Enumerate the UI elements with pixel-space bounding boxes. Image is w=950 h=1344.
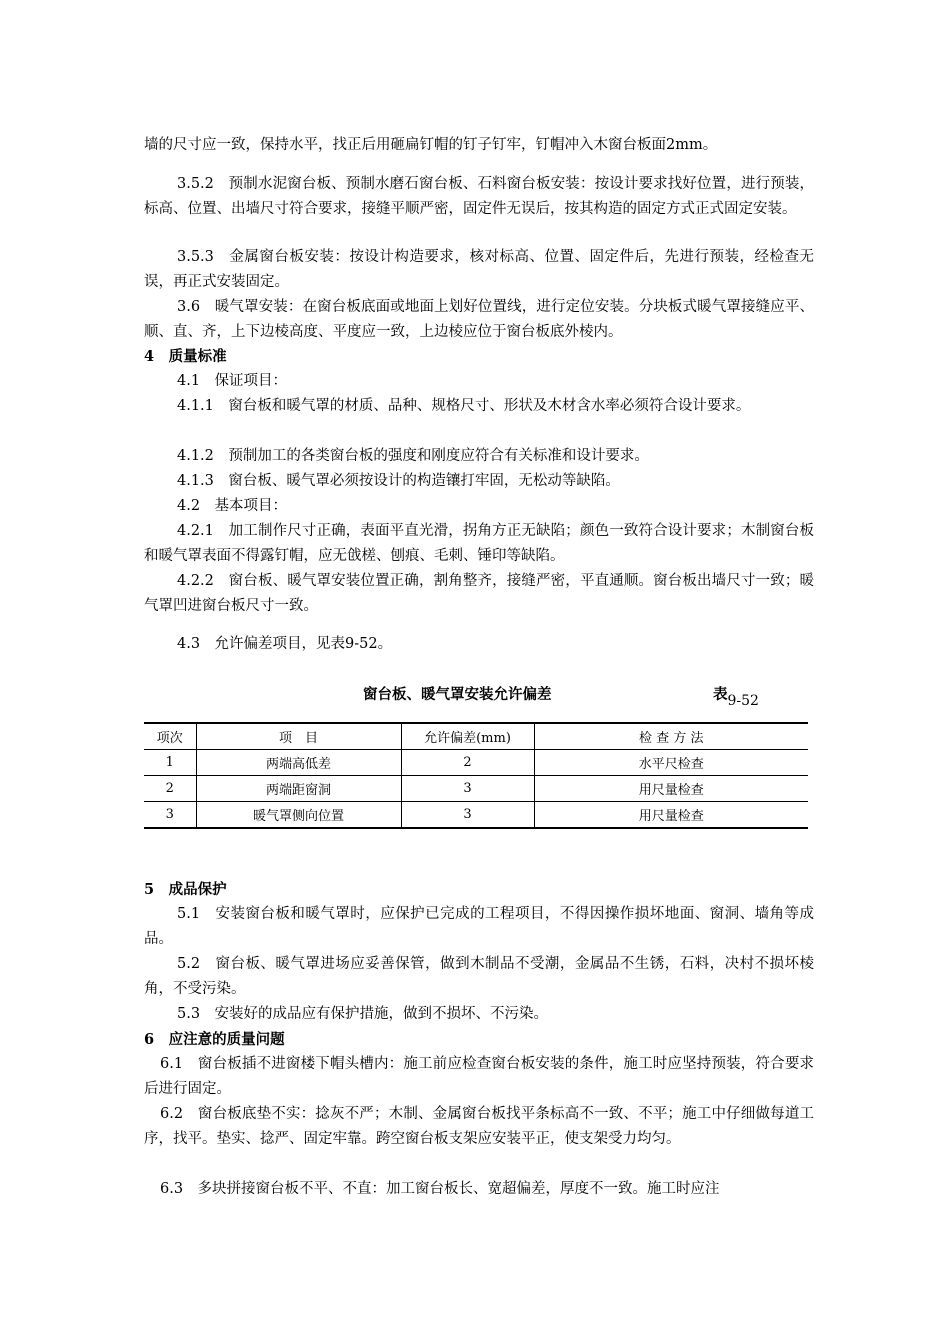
table-row bbox=[144, 750, 808, 776]
table-cell: 用尺量检查 bbox=[534, 802, 808, 829]
header-cell-item: 项 目 bbox=[196, 723, 401, 750]
paragraph-4-1-1: 4.1.1 窗台板和暖气罩的材质、品种、规格尺寸、形状及木材含水率必须符合设计要求。 bbox=[177, 398, 751, 414]
paragraph-6-1: 6.1 窗台板插不进窗楼下帽头槽内：施工前应检查窗台板安装的条件，施工时应坚持预装，符合要求后进行固定。 bbox=[144, 1056, 814, 1097]
table-cell: 2 bbox=[401, 750, 534, 776]
header-cell-index: 项次 bbox=[144, 723, 196, 750]
paragraph-5-3: 5.3 安装好的成品应有保护措施，做到不损坏、不污染。 bbox=[177, 1006, 549, 1022]
header-cell-method: 检 查 方 法 bbox=[534, 723, 808, 750]
table-caption: 窗台板、暖气罩安装允许偏差 bbox=[363, 686, 552, 703]
paragraph-3-6: 3.6 暖气罩安装：在窗台板底面或地面上划好位置线，进行定位安装。分块板式暖气罩接缝应平、顺、直、齐，上下边棱高度、平度应一致，上边棱应位于窗台板底外棱内。 bbox=[144, 299, 814, 340]
paragraph-4-2: 4.2 基本项目： bbox=[177, 498, 288, 514]
table-cell: 3 bbox=[144, 802, 196, 829]
paragraph-4-1-2: 4.1.2 预制加工的各类窗台板的强度和刚度应符合有关标准和设计要求。 bbox=[177, 448, 649, 464]
table-label bbox=[713, 683, 759, 709]
paragraph-5-1: 5.1 安装窗台板和暖气罩时，应保护已完成的工程项目，不得因操作损坏地面、窗洞、墙角等成品。 bbox=[144, 906, 814, 947]
table-number: 9-52 bbox=[727, 693, 759, 709]
table-cell: 两端距窗洞 bbox=[196, 776, 401, 802]
table-cell: 3 bbox=[401, 802, 534, 829]
header-cell-tolerance: 允许偏差(mm) bbox=[401, 723, 534, 750]
paragraph-4-3: 4.3 允许偏差项目，见表9-52。 bbox=[177, 636, 393, 652]
table-cell: 用尺量检查 bbox=[534, 776, 808, 802]
section-heading-4: 4 质量标准 bbox=[144, 348, 227, 365]
paragraph-4-1-3: 4.1.3 窗台板、暖气罩必须按设计的构造镶打牢固，无松动等缺陷。 bbox=[177, 473, 620, 489]
table-cell: 1 bbox=[144, 750, 196, 776]
table-word: 表 bbox=[713, 686, 728, 703]
paragraph-6-2: 6.2 窗台板底垫不实：捻灰不严；木制、金属窗台板找平条标高不一致、不平；施工中仔细做每道工序，找平。垫实、捻严、固定牢靠。跨空窗台板支架应安装平正，使支架受力均匀。 bbox=[144, 1106, 814, 1147]
table-cell: 暖气罩侧向位置 bbox=[196, 802, 401, 829]
table-row bbox=[144, 802, 808, 829]
paragraph-4-2-1: 4.2.1 加工制作尺寸正确，表面平直光滑，拐角方正无缺陷；颜色一致符合设计要求；木制窗台板和暖气罩表面不得露钉帽，应无戗槎、刨痕、毛刺、锤印等缺陷。 bbox=[144, 523, 814, 564]
table-cell: 两端高低差 bbox=[196, 750, 401, 776]
table-cell: 水平尺检查 bbox=[534, 750, 808, 776]
table-cell: 3 bbox=[401, 776, 534, 802]
paragraph-3-5-3: 3.5.3 金属窗台板安装：按设计构造要求，核对标高、位置、固定件后，先进行预装，经检查无误，再正式安装固定。 bbox=[144, 249, 814, 290]
paragraph-4-1: 4.1 保证项目： bbox=[177, 373, 288, 389]
table-row bbox=[144, 776, 808, 802]
section-heading-6: 6 应注意的质量问题 bbox=[144, 1031, 285, 1048]
paragraph-6-3: 6.3 多块拼接窗台板不平、不直：加工窗台板长、宽超偏差，厚度不一致。施工时应注 bbox=[160, 1181, 720, 1197]
table-cell: 2 bbox=[144, 776, 196, 802]
table-header-row bbox=[144, 723, 808, 750]
paragraph-3-5-2: 3.5.2 预制水泥窗台板、预制水磨石窗台板、石料窗台板安装：按设计要求找好位置，进行预装，标高、位置、出墙尺寸符合要求，接缝平顺严密，固定件无误后，按其构造的固定方式正式固定安装。 bbox=[144, 176, 814, 217]
section-heading-5: 5 成品保护 bbox=[144, 881, 227, 898]
paragraph-4-2-2: 4.2.2 窗台板、暖气罩安装位置正确，割角整齐，接缝严密，平直通顺。窗台板出墙尺寸一致；暖气罩凹进窗台板尺寸一致。 bbox=[144, 573, 814, 614]
tolerance-table bbox=[144, 722, 808, 829]
paragraph-continuation: 墙的尺寸应一致，保持水平，找正后用砸扁钉帽的钉子钉牢，钉帽冲入木窗台板面2mm。 bbox=[144, 137, 718, 153]
paragraph-5-2: 5.2 窗台板、暖气罩进场应妥善保管，做到木制品不受潮，金属品不生锈，石料，决村不损坏棱角，不受污染。 bbox=[144, 956, 814, 997]
